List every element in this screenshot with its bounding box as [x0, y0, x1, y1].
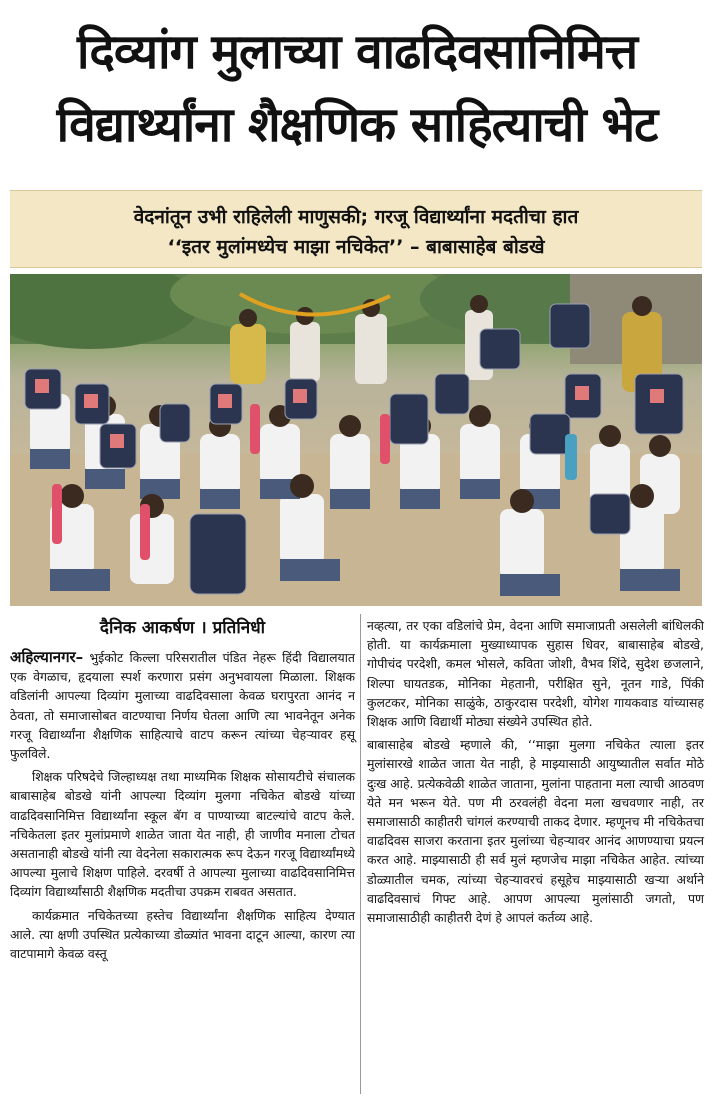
article-column-right	[367, 616, 704, 931]
sub2-text: ‘‘इतर मुलांमध्येच माझा नचिकेत’’ – बाबासाहेब बोडखे	[167, 236, 545, 258]
subheadline-box	[10, 190, 702, 268]
article-paragraph-3: कार्यक्रमात नचिकेतच्या हस्तेच विद्यार्थ्यांना शैक्षणिक साहित्य देण्यात आले. त्या क्षणी उपस्थित प्रत्येकाच्या डोळ्यांत भावना दाटून आल्या, कारण त्या वाटपामागे केवळ वस्तू	[10, 907, 355, 962]
subheadline-line-2	[10, 233, 702, 259]
column-divider	[360, 614, 361, 1094]
sub1-text: वेदनांतून उभी राहिलेली माणुसकी; गरजू विद्यार्थ्यांना मदतीचा हात	[133, 206, 579, 228]
dateline-place: अहिल्यानगर–	[10, 648, 84, 666]
article-paragraph-4: नव्हत्या, तर एका वडिलांचे प्रेम, वेदना आणि समाजाप्रती असलेली बांधिलकी होती. या कार्यक्रमाला मुख्याध्यापक सुहास धिवर, बाबासाहेब बोडखे, गोपीचंद परदेशी, कमल भोसले, कविता जोशी, वैभव शिंदे, सुदेश छजलाने, शिल्पा घायतडक, मोनिका मेहतानी, परीक्षित सुने, नूतन गाडे, पिंकी कुलटकर, मोनिका साळुंके, ठाकुरदास परदेशी, योगेश गायकवाड यांच्यासह शिक्षक आणि विद्यार्थी मोठ्या संख्येने उपस्थित होते.	[367, 618, 704, 730]
headline-line-1	[0, 22, 714, 82]
article-paragraph-2: शिक्षक परिषदेचे जिल्हाध्यक्ष तथा माध्यमिक शिक्षक सोसायटीचे संचालक बाबासाहेब बोडखे यांनी आपल्या दिव्यांग मुलगा नचिकेत बोडखे यांच्या वाढदिवसानिमित्त विद्यार्थ्यांना स्कूल बॅग व पाण्याच्या बाटल्यांचे वाटप केले. नचिकेतला इतर मुलांप्रमाणे शाळेत जाता येत नाही, ही जाणीव मनाला टोचत असतानाही बोडखे यांनी त्या वेदनेला सकारात्मक रूप देऊन गरजू विद्यार्थ्यांमध्ये आपल्या मुलाचे शिक्षण पाहिले. दरवर्षी ते आपल्या मुलाच्या वाढदिवसानिमित्त दिव्यांग विद्यार्थ्यांसाठी शैक्षणिक मदतीचा उपक्रम राबवत असतात.	[10, 769, 355, 900]
article-paragraph-5: बाबासाहेब बोडखे म्हणाले की, ‘‘माझा मुलगा नचिकेत त्याला इतर मुलांसारखे शाळेत जाता येत नाही, हे माझ्यासाठी आयुष्यातील सर्वात मोठे दुःख आहे. प्रत्येकवेळी शाळेत जाताना, मुलांना पाहताना मला त्याची आठवण येते मन भरून येते. पण मी ठरवलंही वेदना मला खचवणार नाही, तर समाजासाठी काहीतरी चांगलं करण्याची ताकद देणार. म्हणूनच मी नचिकेतचा वाढदिवस साजरा करताना इतर मुलांच्या चेहऱ्यावर आनंद आणण्याचा प्रयत्न करत आहे. माझ्यासाठी ही सर्व मुलं म्हणजेच माझा नचिकेत आहेत. त्यांच्या डोळ्यातील चमक, त्यांच्या चेहऱ्यावरचं हसूहेच माझ्यासाठी खऱ्या अर्थाने वाढदिवसाचं गिफ्ट आहे. आपण आपल्या मुलांसाठी जगतो, पण समाजासाठीही काहीतरी देणं हे आपलं कर्तव्य आहे.	[367, 737, 704, 926]
paragraph-1-text: भुईकोट किल्ला परिसरातील पंडित नेहरू हिंदी विद्यालयात एक वेगळाच, हृदयाला स्पर्श करणारा प्रसंग अनुभवायला मिळाला. शिक्षक वडिलांनी आपल्या दिव्यांग मुलाच्या वाढदिवसाला केवळ घरापुरता आनंद न ठेवता, तो समाजासोबत वाटण्याचा निर्णय घेतला आणि त्या भावनेतून अनेक गरजू विद्यार्थ्यांना शैक्षणिक साहित्याचे वाटप करून त्यांच्या चेहऱ्यावर हसू फुलविले.	[10, 650, 355, 762]
h1-text: दिव्यांग मुलाच्या वाढदिवसानिमित्त	[76, 24, 638, 80]
subheadline-line-1	[10, 203, 702, 229]
h2-text: विद्यार्थ्यांना शैक्षणिक साहित्याची भेट	[56, 97, 658, 153]
article-paragraph-1	[10, 648, 355, 763]
article-column-left	[10, 616, 355, 967]
byline: दैनिक आकर्षण । प्रतिनिधी	[99, 618, 266, 638]
headline-line-2	[0, 95, 714, 155]
event-photo	[10, 274, 702, 606]
